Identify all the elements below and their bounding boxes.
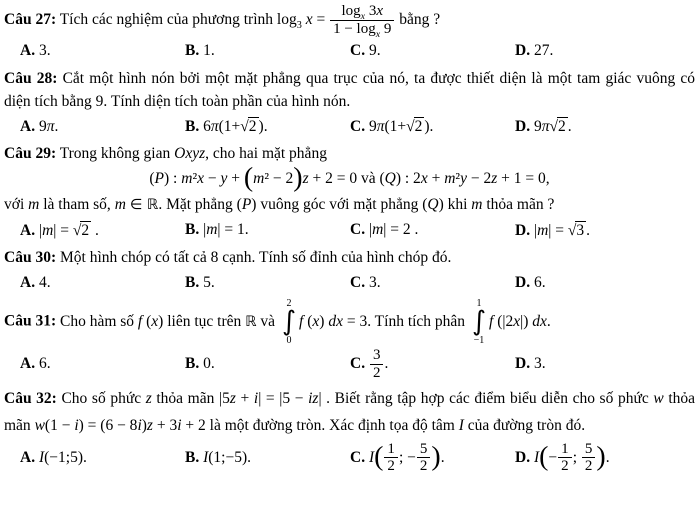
option-letter: D. [515, 355, 531, 373]
option-value: |m| = 1. [203, 221, 249, 239]
question-29-formula: (P) : m²x − y + (m² − 2)z + 2 = 0 và (Q) : 2x + m²y − 2z + 1 = 0, [149, 162, 550, 194]
question-27-option-c [350, 42, 515, 60]
question-28-option-b [185, 117, 350, 136]
question-30-number: Câu 30: [4, 248, 57, 266]
option-letter: D. [515, 221, 531, 239]
option-letter: C. [350, 448, 366, 466]
question-29 [4, 142, 695, 243]
question-28 [4, 67, 695, 140]
option-letter: B. [185, 221, 200, 239]
question-27-number: Câu 27: [4, 10, 57, 28]
question-27-option-b [185, 42, 350, 60]
question-31-option-b [185, 355, 350, 373]
question-30-stem [4, 246, 695, 269]
question-31-number: Câu 31: [4, 312, 57, 330]
option-letter: C. [350, 118, 366, 136]
question-29-option-d [515, 221, 695, 240]
question-28-text: Cắt một hình nón bởi một mặt phẳng qua trục của nó, ta được thiết diện là một tam giác vuông có diện tích bằng 9. Tính diện tích toàn phần của hình nón. [4, 69, 695, 110]
option-value: 9π. [38, 117, 59, 135]
option-value: |m| = √3 . [533, 221, 591, 239]
option-letter: A. [20, 117, 36, 135]
question-30-option-d [515, 274, 695, 292]
question-27-option-d [515, 42, 695, 60]
question-27 [4, 3, 695, 64]
option-value: I(1;−5). [203, 448, 252, 466]
question-32 [4, 385, 695, 476]
question-28-option-d [515, 117, 695, 136]
exam-page [4, 3, 695, 475]
option-value: 3. [533, 355, 546, 373]
question-27-stem [4, 3, 695, 38]
question-29-number: Câu 29: [4, 145, 57, 163]
option-value: 1. [203, 42, 215, 60]
question-27-option-a [20, 42, 185, 60]
question-29-options [4, 218, 695, 243]
option-letter: D. [515, 42, 531, 60]
option-letter: A. [20, 221, 36, 239]
question-28-stem [4, 67, 695, 114]
option-letter: A. [20, 355, 36, 373]
option-letter: A. [20, 42, 36, 60]
question-27-options [4, 39, 695, 64]
option-letter: D. [515, 118, 531, 136]
option-letter: C. [350, 42, 366, 60]
question-31-stem [4, 298, 695, 346]
option-letter: C. [350, 221, 366, 239]
question-31-option-d [515, 355, 695, 373]
question-30-option-b [185, 274, 350, 292]
question-27-text: Tích các nghiệm của phương trình $\log_3 x$ = $\frac{\log_x 3x}{1 - \log_x 9}$ bằng ? [59, 3, 441, 40]
question-29-stem-continued: với m là tham số, m ∈ ℝ. Mặt phẳng (P) vuông góc với mặt phẳng (Q) khi m thỏa mãn ? [4, 196, 555, 214]
question-32-option-c [350, 441, 515, 476]
option-value: 27. [533, 42, 554, 60]
question-32-options [4, 441, 695, 476]
option-value: 5. [203, 273, 215, 291]
option-value: 6. [38, 355, 51, 373]
option-value: 6π(1+√2 ). [203, 118, 268, 136]
option-value: I(− $\frac{1}{2}$ ; $\frac{5}{2}$ ). [533, 440, 610, 475]
question-29-option-c [350, 221, 515, 239]
question-30-option-c [350, 274, 515, 292]
question-28-number: Câu 28: [4, 69, 58, 87]
question-32-option-b [185, 449, 350, 467]
question-32-stem [4, 385, 695, 440]
question-28-options [4, 114, 695, 139]
question-28-option-a [20, 118, 185, 136]
option-value: I( $\frac{1}{2}$ ; − $\frac{5}{2}$ ). [368, 440, 445, 475]
option-letter: B. [185, 355, 200, 373]
question-29-stem [4, 142, 695, 165]
option-value: 9π√2 . [533, 118, 572, 136]
option-letter: A. [20, 273, 36, 291]
option-value: 9π(1+√2 ). [368, 118, 434, 136]
option-letter: A. [20, 448, 36, 466]
question-29-text: Trong không gian Oxyz, cho hai mặt phẳng [59, 145, 327, 163]
option-letter: C. [350, 273, 366, 291]
question-30-option-a [20, 274, 185, 292]
question-30 [4, 246, 695, 295]
option-letter: D. [515, 273, 531, 291]
option-value: 0. [203, 355, 215, 373]
question-31-option-a [20, 355, 185, 373]
question-32-number: Câu 32: [4, 389, 57, 407]
option-value: I(−1;5). [38, 448, 87, 466]
question-30-text: Một hình chóp có tất cả 8 cạnh. Tính số đỉnh của hình chóp đó. [59, 248, 452, 266]
question-32-option-d [515, 441, 695, 476]
option-value: 4. [38, 273, 51, 291]
question-29-option-b [185, 221, 350, 239]
question-31-option-c [350, 347, 515, 382]
question-31-options [4, 347, 695, 382]
option-value: |m| = √2 . [38, 221, 99, 239]
question-31 [4, 298, 695, 381]
option-value: $\frac{3}{2}$ . [369, 355, 388, 372]
option-value: 3. [368, 273, 381, 291]
option-value: 3. [38, 42, 51, 60]
option-letter: B. [185, 448, 200, 466]
question-29-option-a [20, 221, 185, 240]
option-letter: B. [185, 118, 200, 136]
question-28-option-c [350, 117, 515, 136]
option-letter: B. [185, 42, 200, 60]
option-letter: C. [350, 354, 366, 372]
option-letter: B. [185, 273, 200, 291]
option-value: 6. [533, 273, 546, 291]
question-31-text: Cho hàm số f (x) liên tục trên ℝ và 2 ∫ 0 f (x) dx = 3. Tính tích phân 1 ∫ −1 f (|2x|) dx. [59, 298, 551, 346]
question-30-options [4, 270, 695, 295]
option-value: 9. [368, 42, 381, 60]
question-32-text: Cho số phức z thỏa mãn |5z + i| = |5 − iz| . Biết rằng tập hợp các điểm biểu diễn cho số phức w thỏa mãn w(1 − i) = (6 − 8i)z + 3i + 2 là một đường tròn. Xác định tọa độ tâm I của đường tròn đó. [4, 389, 696, 435]
option-letter: D. [515, 448, 531, 466]
question-32-option-a [20, 449, 185, 467]
option-value: |m| = 2 . [368, 221, 419, 239]
